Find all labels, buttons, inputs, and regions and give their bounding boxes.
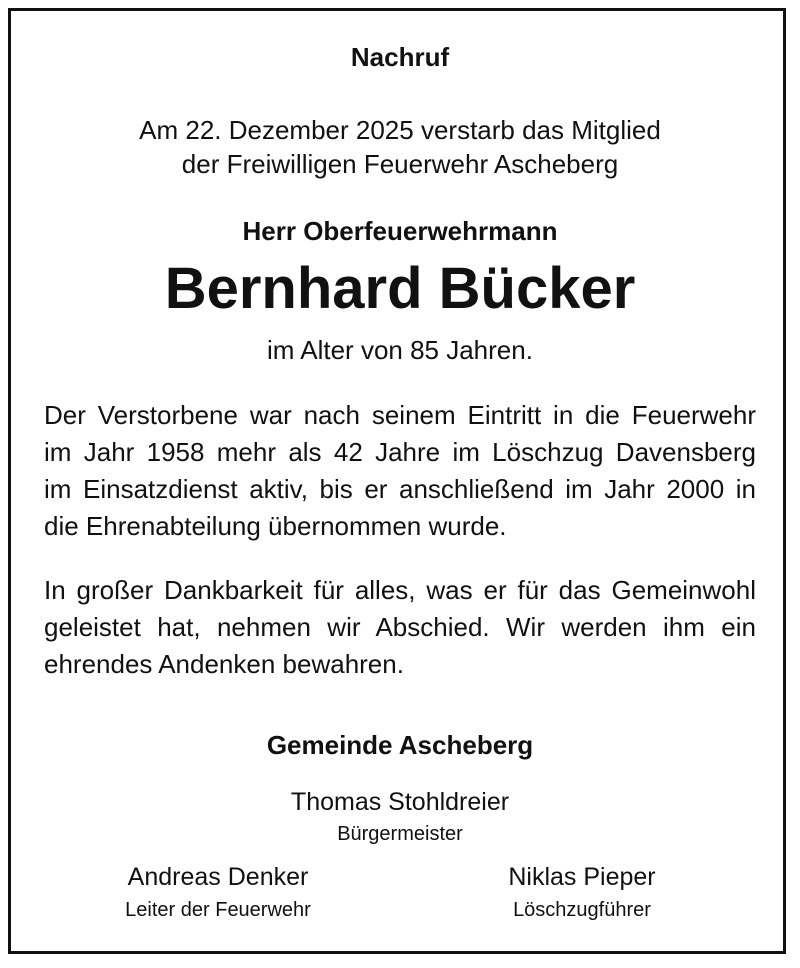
signatory-name-unit-leader: Niklas Pieper: [508, 863, 656, 891]
farewell-paragraph: [44, 572, 756, 683]
organization-name: Gemeinde Ascheberg: [266, 730, 534, 760]
signatory-role-unit-leader: Löschzugführer: [513, 899, 651, 921]
paragraph-line: im Einsatzdienst aktiv, bis er anschließend im Jahr 2000 in: [44, 474, 756, 504]
signatory-name-mayor: Thomas Stohldreier: [290, 788, 510, 816]
deceased-name: Bernhard Bücker: [164, 256, 636, 321]
page-title: Nachruf: [350, 42, 450, 72]
paragraph-line: ehrendes Andenken bewahren.: [44, 649, 404, 679]
biography-paragraph: [44, 397, 756, 545]
signatory-role-mayor: Bürgermeister: [337, 823, 463, 845]
paragraph-line: In großer Dankbarkeit für alles, was er für das Gemeinwohl: [44, 575, 756, 605]
deceased-rank: Herr Oberfeuerwehrmann: [242, 216, 558, 246]
paragraph-line: die Ehrenabteilung übernommen wurde.: [44, 511, 507, 541]
intro-text: [0, 113, 800, 181]
signatory-role-fire-chief: Leiter der Feuerwehr: [125, 899, 311, 921]
paragraph-line: Der Verstorbene war nach seinem Eintritt in die Feuerwehr: [44, 400, 756, 430]
signatory-name-fire-chief: Andreas Denker: [127, 863, 309, 891]
paragraph-line: im Jahr 1958 mehr als 42 Jahre im Löschzug Davensberg: [44, 437, 756, 467]
deceased-age: im Alter von 85 Jahren.: [267, 335, 533, 365]
intro-line: Am 22. Dezember 2025 verstarb das Mitglied: [139, 115, 661, 145]
paragraph-line: geleistet hat, nehmen wir Abschied. Wir werden ihm ein: [44, 612, 756, 642]
intro-line: der Freiwilligen Feuerwehr Ascheberg: [181, 149, 619, 179]
